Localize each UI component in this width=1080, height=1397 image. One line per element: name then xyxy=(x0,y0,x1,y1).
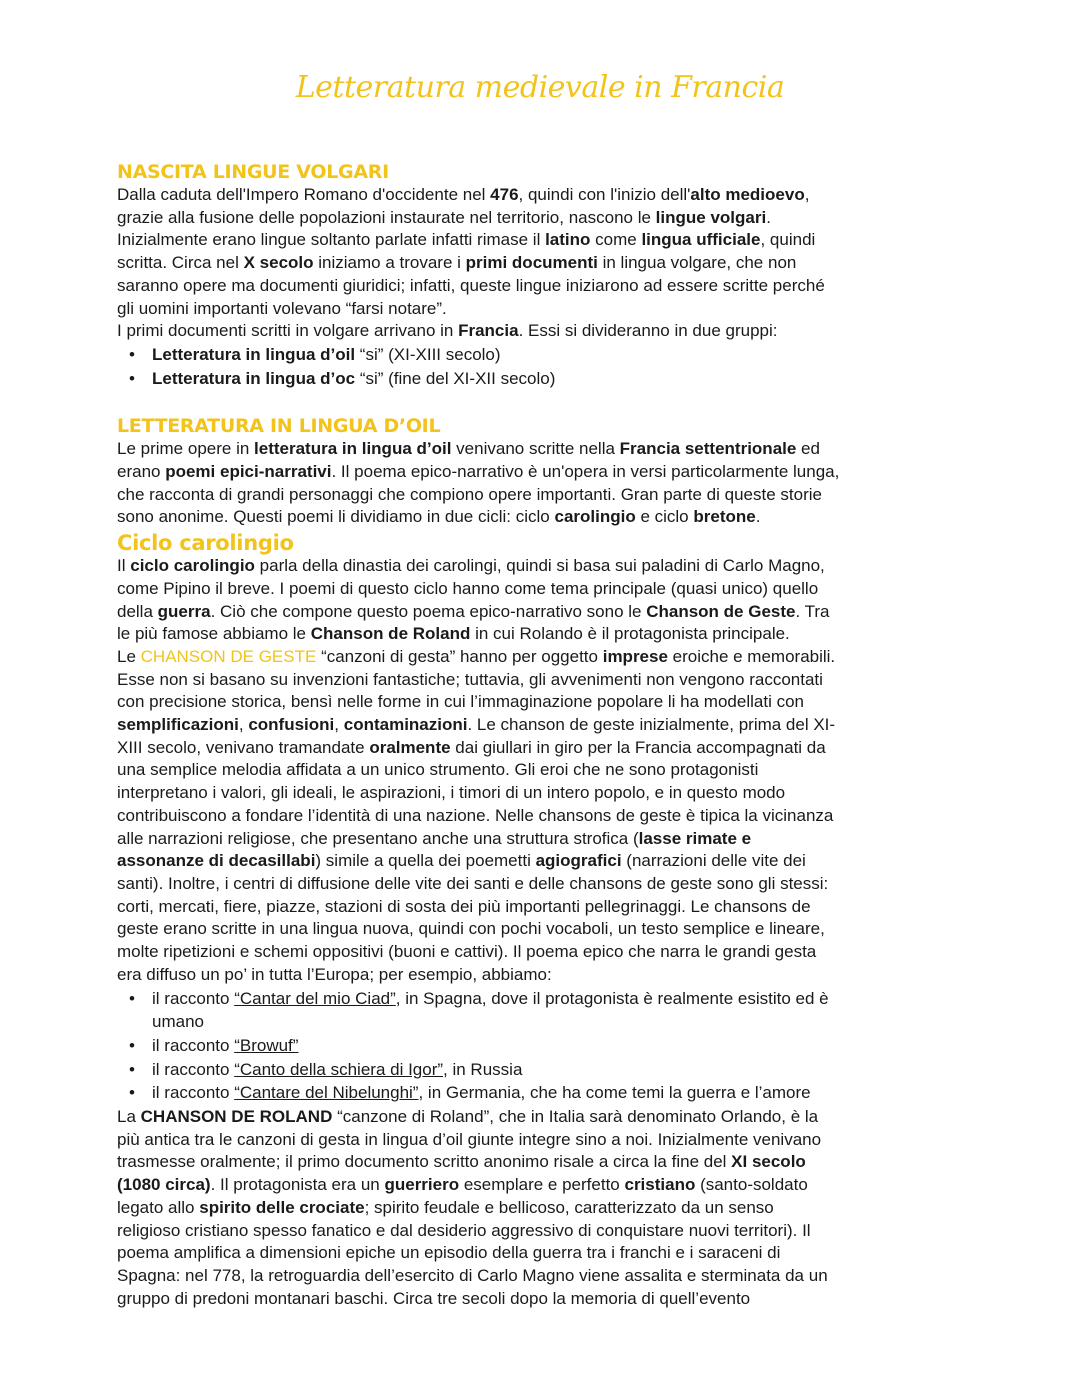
text-line xyxy=(117,691,967,714)
text-line xyxy=(117,1220,967,1243)
text-line xyxy=(117,828,967,851)
work-title: “Cantar del mio Ciad” xyxy=(234,988,396,1008)
text-span: religioso cristiano spesso fanatico e dal desiderio aggressivo di conquistare nuovi territori). Il xyxy=(117,1220,811,1240)
text-line xyxy=(117,207,967,230)
text-span: parla della dinastia dei carolingi, quindi si basa sui paladini di Carlo Magno, xyxy=(254,556,825,576)
text-span: saranno opere ma documenti giuridici; infatti, queste lingue iniziarono ad essere scritte perché xyxy=(117,275,825,295)
paragraph xyxy=(117,438,967,529)
text-line xyxy=(117,896,967,919)
bold-text: cristiano xyxy=(624,1175,696,1195)
text-span: gli uomini importanti volevano “farsi notare”. xyxy=(117,298,447,318)
text-span: Dalla caduta dell'Impero Romano d'occidente nel xyxy=(117,185,491,204)
text-line xyxy=(117,461,967,484)
list-item xyxy=(117,344,967,367)
bold-text: (1080 circa) xyxy=(117,1175,211,1195)
section-heading: NASCITA LINGUE VOLGARI xyxy=(117,161,389,183)
text-span: (santo-soldato xyxy=(695,1175,808,1195)
text-span: I primi documenti scritti in volgare arrivano in xyxy=(117,321,459,341)
bold-text: lasse rimate e xyxy=(638,828,752,848)
text-span: come Pipino il breve. I poemi di questo ciclo hanno come tema principale (quasi unico) quello xyxy=(117,578,819,598)
text-line xyxy=(117,1265,967,1288)
text-line xyxy=(117,1129,967,1152)
section-heading: LETTERATURA IN LINGUA D’OIL xyxy=(117,415,441,438)
text-span: sono anonime. Questi poemi li dividiamo in due cicli: ciclo xyxy=(117,507,555,527)
bullet-icon: • xyxy=(129,1059,135,1079)
paragraph xyxy=(117,184,967,343)
text-line xyxy=(117,320,967,343)
text-line xyxy=(117,623,967,646)
text-line xyxy=(117,850,967,873)
text-span: “canzone di Roland”, che in Italia sarà denominato Orlando, è la xyxy=(332,1107,819,1127)
text-span: molte ripetizioni e schemi oppositivi (buoni e cattivi). Il poema epico che narra le grandi gesta xyxy=(117,942,817,962)
text-span: “canzoni di gesta” hanno per oggetto xyxy=(316,646,603,666)
bold-text: spirito delle crociate xyxy=(199,1197,365,1217)
text-span: “si” (XI-XIII secolo) xyxy=(355,344,501,364)
bold-text: letteratura in lingua d’oil xyxy=(254,439,452,459)
bold-text: Chanson de Roland xyxy=(310,624,471,644)
text-span: legato allo xyxy=(117,1197,200,1217)
text-line xyxy=(117,275,967,298)
work-title: “Canto della schiera di Igor” xyxy=(234,1059,444,1079)
text-span: . Tra xyxy=(795,601,830,621)
text-span: . xyxy=(766,207,771,227)
text-span: ) simile a quella dei poemetti xyxy=(315,851,536,871)
text-line xyxy=(117,782,967,805)
text-line xyxy=(117,714,967,737)
text-span: . Essi si divideranno in due gruppi: xyxy=(518,321,778,341)
text-line xyxy=(117,252,967,275)
text-line xyxy=(117,1151,967,1174)
bold-text: contaminazioni xyxy=(343,715,468,735)
text-span: era diffuso un po’ in tutta l’Europa; per esempio, abbiamo: xyxy=(117,964,552,984)
text-span: gruppo di predoni montanari baschi. Circa tre secoli dopo la memoria di quell’evento xyxy=(117,1288,751,1308)
text-span: e ciclo xyxy=(635,507,694,527)
text-span: più antica tra le canzoni di gesta in lingua d’oil giunte integre sino a noi. Inizialmente venivano xyxy=(117,1129,822,1149)
text-line xyxy=(117,737,967,760)
text-span: contribuiscono a fondare l’identità di una nazione. Nelle chansons de geste è tipica la vicinanza xyxy=(117,805,834,825)
text-span: “si” (fine del XI-XII secolo) xyxy=(355,368,556,388)
text-span: . Le chanson de geste inizialmente, prima del XI- xyxy=(467,715,836,735)
text-line xyxy=(117,1288,967,1311)
bold-text: poemi epici-narrativi xyxy=(165,462,332,482)
text-line xyxy=(117,964,967,987)
highlight-text: CHANSON DE GESTE xyxy=(140,646,317,666)
text-span: . Ciò che compone questo poema epico-narrativo sono le xyxy=(210,601,647,621)
bold-text: lingua ufficiale xyxy=(641,230,761,250)
text-span: . Il poema epico-narrativo è un'opera in versi particolarmente lunga, xyxy=(331,462,840,482)
text-span: . xyxy=(755,507,761,527)
text-span: XIII secolo, venivano tramandate xyxy=(117,737,370,757)
text-line xyxy=(117,1174,967,1197)
bold-text: Letteratura in lingua d’oil xyxy=(152,344,356,364)
text-span: il racconto xyxy=(152,1083,235,1103)
text-span: esemplare e perfetto xyxy=(459,1175,625,1195)
bullet-icon: • xyxy=(129,344,135,364)
text-line xyxy=(117,438,967,461)
text-line xyxy=(117,1197,967,1220)
bullet-icon: • xyxy=(129,368,135,388)
text-span: il racconto xyxy=(152,988,235,1008)
text-span: poema amplifica a dimensioni epiche un episodio della guerra tra i franchi e i saraceni di xyxy=(117,1243,781,1263)
text-line xyxy=(117,298,967,321)
text-span: , in Spagna, dove il protagonista è realmente esistito ed è xyxy=(395,988,829,1008)
work-title: “Cantare del Nibelunghi” xyxy=(234,1083,419,1103)
text-span: trasmesse oralmente; il primo documento scritto anonimo risale a circa la fine del xyxy=(117,1152,732,1172)
bold-text: alto medioevo xyxy=(690,185,805,204)
bullet-icon: • xyxy=(129,988,135,1008)
bold-text: ciclo carolingio xyxy=(130,556,255,576)
bold-text: confusioni xyxy=(248,715,335,735)
text-line xyxy=(117,555,967,578)
text-span: , xyxy=(238,715,249,735)
text-line xyxy=(117,578,967,601)
text-span: La xyxy=(117,1107,141,1127)
bullet-list xyxy=(117,988,967,1106)
bold-text: CHANSON DE ROLAND xyxy=(140,1107,333,1127)
bold-text: latino xyxy=(545,230,591,250)
text-span: Le xyxy=(117,646,141,666)
text-span: ; spirito feudale e bellicoso, caratterizzato da un senso xyxy=(364,1197,774,1217)
document-body xyxy=(117,160,967,1310)
text-line xyxy=(117,484,967,507)
text-span: , in Germania, che ha come temi la guerra e l’amore xyxy=(418,1083,811,1103)
bold-text: agiografici xyxy=(535,851,622,871)
text-span: Il xyxy=(117,556,131,576)
text-line xyxy=(117,941,967,964)
section-heading: Ciclo carolingio xyxy=(117,531,294,556)
text-span: scritta. Circa nel xyxy=(117,253,244,273)
text-span: interpretano i valori, gli ideali, le aspirazioni, i timori di un intero popolo, e in questo modo xyxy=(117,783,786,803)
text-span: una semplice melodia affidata a un unico strumento. Gli eroi che ne sono protagonisti xyxy=(117,760,759,780)
text-span: alle narrazioni religiose, che presentano anche una struttura strofica ( xyxy=(117,828,639,848)
text-span: il racconto xyxy=(152,1035,235,1055)
text-span: geste erano scritte in una lingua nuova, quindi con pochi vocaboli, un testo semplice e lineare, xyxy=(117,919,825,939)
bold-text: 476 xyxy=(490,185,519,204)
text-line xyxy=(117,1106,967,1129)
text-line xyxy=(117,805,967,828)
list-item xyxy=(117,1035,967,1058)
text-span: (narrazioni delle vite dei xyxy=(621,851,806,871)
text-span: ed xyxy=(796,439,820,459)
text-span: venivano scritte nella xyxy=(451,439,620,459)
text-span: con precisione storica, bensì nelle forme in cui l’immaginazione popolare li ha modellati con xyxy=(117,692,804,712)
text-span: le più famose abbiamo le xyxy=(117,624,311,644)
bold-text: semplificazioni xyxy=(117,715,239,735)
paragraph xyxy=(117,1106,967,1310)
text-line xyxy=(117,646,967,669)
text-span: , xyxy=(334,715,344,735)
text-span: Esse non si basano su invenzioni fantastiche; tuttavia, gli avvenimenti non vengono raccontati xyxy=(117,669,823,689)
text-span: , xyxy=(804,185,810,204)
text-span: santi). Inoltre, i centri di diffusione delle vite dei santi e delle chansons de geste sono gli stessi: xyxy=(117,873,829,893)
text-line xyxy=(117,506,967,529)
text-span: Spagna: nel 778, la retroguardia dell’esercito di Carlo Magno viene assalita e sterminata da un xyxy=(117,1265,828,1285)
work-title: “Browuf” xyxy=(234,1035,299,1055)
text-span: eroiche e memorabili. xyxy=(667,646,836,666)
text-span: dai giullari in giro per la Francia accompagnati da xyxy=(450,737,826,757)
text-span: Inizialmente erano lingue soltanto parlate infatti rimase il xyxy=(117,230,546,250)
text-line xyxy=(117,601,967,624)
bold-text: Francia settentrionale xyxy=(619,439,797,459)
list-item xyxy=(117,988,967,1011)
list-item xyxy=(117,1082,967,1105)
text-span: della xyxy=(117,601,158,621)
text-span: che racconta di grandi personaggi che compiono opere importanti. Gran parte di queste storie xyxy=(117,484,822,504)
bold-text: Francia xyxy=(458,321,519,341)
text-span: grazie alla fusione delle popolazioni instaurate nel territorio, nascono le xyxy=(117,207,656,227)
text-span: erano xyxy=(117,462,166,482)
bold-text: primi documenti xyxy=(465,253,598,273)
bold-text: bretone xyxy=(693,507,756,527)
bold-text: Letteratura in lingua d’oc xyxy=(152,368,356,388)
bold-text: oralmente xyxy=(369,737,451,757)
text-line xyxy=(117,229,967,252)
text-span: corti, mercati, fiere, piazze, stazioni di sosta dei più importanti pellegrinaggi. Le chansons de xyxy=(117,896,811,916)
document-title: Letteratura medievale in Francia xyxy=(295,70,785,105)
text-span: , in Russia xyxy=(443,1059,523,1079)
paragraph xyxy=(117,555,967,986)
text-span: come xyxy=(590,230,642,250)
text-span: in lingua volgare, che non xyxy=(597,253,797,273)
text-span: il racconto xyxy=(152,1059,235,1079)
text-span: , quindi xyxy=(760,230,816,250)
text-line xyxy=(117,759,967,782)
text-span: . Il protagonista era un xyxy=(210,1175,385,1195)
text-span: iniziamo a trovare i xyxy=(313,253,466,273)
bold-text: XI secolo xyxy=(731,1152,806,1172)
bold-text: guerriero xyxy=(384,1175,460,1195)
bullet-icon: • xyxy=(129,1083,135,1103)
text-line xyxy=(117,1242,967,1265)
bullet-list xyxy=(117,344,967,390)
text-line xyxy=(117,873,967,896)
list-item xyxy=(117,1059,967,1082)
text-span: umano xyxy=(152,1012,204,1032)
bullet-icon: • xyxy=(129,1035,135,1055)
list-item xyxy=(117,1011,967,1034)
text-line xyxy=(117,184,967,207)
bold-text: lingue volgari xyxy=(655,207,767,227)
text-span: Le prime opere in xyxy=(117,439,255,459)
bold-text: X secolo xyxy=(243,253,314,273)
bold-text: assonanze di decasillabi xyxy=(117,851,316,871)
list-item xyxy=(117,368,967,391)
text-span: , quindi con l'inizio dell' xyxy=(518,185,691,204)
text-line xyxy=(117,918,967,941)
text-span: in cui Rolando è il protagonista principale. xyxy=(470,624,790,644)
text-line xyxy=(117,669,967,692)
bold-text: guerra xyxy=(157,601,211,621)
bold-text: imprese xyxy=(602,646,668,666)
bold-text: carolingio xyxy=(554,507,636,527)
bold-text: Chanson de Geste xyxy=(646,601,796,621)
